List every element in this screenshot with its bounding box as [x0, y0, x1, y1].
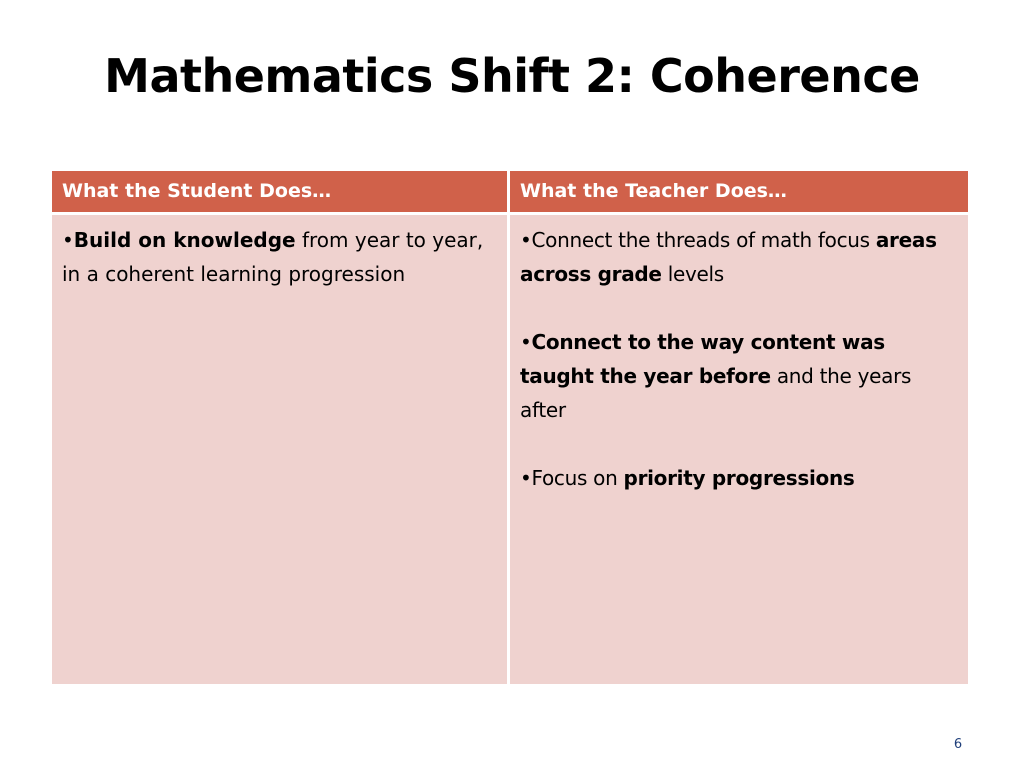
teacher-bullet-text: Connect the threads of math focus — [531, 228, 876, 252]
slide-title: Mathematics Shift 2: Coherence — [104, 49, 920, 103]
teacher-bullet-threads — [520, 223, 958, 291]
teacher-bullet-focus — [520, 461, 958, 495]
header-student: What the Student Does… — [52, 171, 507, 212]
header-teacher: What the Teacher Does… — [510, 171, 968, 212]
bullet-mark: • — [62, 228, 74, 252]
teacher-bullet-text-end: levels — [661, 262, 724, 286]
bullet-mark: • — [520, 466, 532, 490]
teacher-bullet-bold: areas across grade — [520, 228, 937, 286]
bullet-gap — [520, 427, 958, 461]
student-cell — [52, 215, 507, 684]
page-number: 6 — [953, 737, 963, 752]
bullet-mark: • — [520, 330, 532, 354]
bullet-gap — [520, 291, 958, 325]
teacher-bullet-bold: priority progressions — [623, 466, 855, 490]
teacher-bullet-bold: Connect to the way content was taught the year before — [520, 330, 885, 388]
bullet-mark: • — [520, 228, 532, 252]
student-bullet-build-knowledge — [62, 223, 497, 291]
student-bullet-text: from year to year, in a coherent learning progression — [62, 228, 484, 286]
shift-table — [52, 171, 968, 684]
teacher-bullet-connect-content — [520, 325, 958, 427]
student-bullet-bold: Build on knowledge — [73, 228, 296, 252]
teacher-bullet-text: Focus on — [531, 466, 624, 490]
teacher-cell — [510, 215, 968, 684]
teacher-bullet-text: and the years after — [520, 364, 912, 422]
